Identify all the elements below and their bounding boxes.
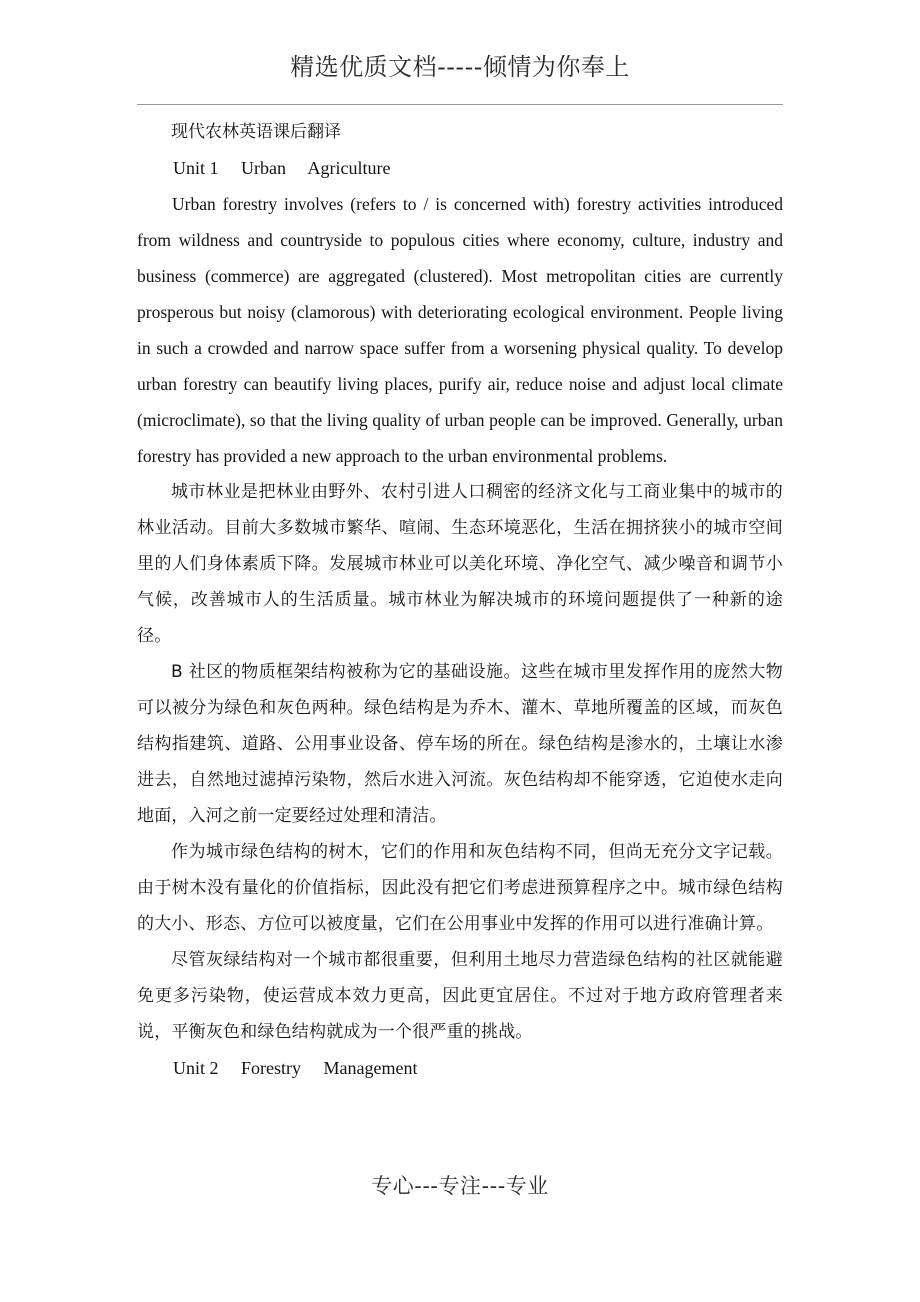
- paragraph-chinese-urban-forestry: 城市林业是把林业由野外、农村引进人口稠密的经济文化与工商业集中的城市的林业活动。目前大多数城市繁华、喧闹、生态环境恶化，生活在拥挤狭小的城市空间里的人们身体素质下降。发展城市林业可以美化环境、净化空气、减少噪音和调节小气候，改善城市人的生活质量。城市林业为解决城市的环境问题提供了一种新的途径。: [137, 482, 783, 646]
- document-body: [137, 114, 783, 1086]
- unit1-heading: Unit 1 Urban Agriculture: [173, 158, 391, 178]
- page-header: [137, 52, 783, 82]
- header-divider-rule: [137, 104, 783, 105]
- page-footer: [137, 1172, 783, 1200]
- footer-slogan-text: 专心---专注---专业: [371, 1174, 549, 1198]
- paragraph-chinese-green-trees: 作为城市绿色结构的树木，它们的作用和灰色结构不同，但尚无充分文字记载。由于树木没有量化的价值指标，因此没有把它们考虑进预算程序之中。城市绿色结构的大小、形态、方位可以被度量，它们在公用事业中发挥的作用可以进行准确计算。: [137, 842, 783, 934]
- paragraph-chinese-community-structure: B 社区的物质框架结构被称为它的基础设施。这些在城市里发挥作用的庞然大物可以被分为绿色和灰色两种。绿色结构是为乔木、灌木、草地所覆盖的区域，而灰色结构指建筑、道路、公用事业设备、停车场的所在。绿色结构是渗水的，土壤让水渗进去，自然地过滤掉污染物，然后水进入河流。灰色结构却不能穿透，它迫使水走向地面，入河之前一定要经过处理和清洁。: [137, 662, 783, 826]
- unit2-heading: Unit 2 Forestry Management: [173, 1058, 418, 1078]
- document-title: 现代农林英语课后翻译: [171, 122, 341, 142]
- header-promo-text: 精选优质文档-----倾情为你奉上: [290, 53, 630, 81]
- paragraph-chinese-grey-green-balance: 尽管灰绿结构对一个城市都很重要，但利用土地尽力营造绿色结构的社区就能避免更多污染物，使运营成本效力更高，因此更宜居住。不过对于地方政府管理者来说，平衡灰色和绿色结构就成为一个很严重的挑战。: [137, 950, 783, 1042]
- paragraph-english-unit1: Urban forestry involves (refers to / is concerned with) forestry activities introduced from wildness and countryside to populous cities where economy, culture, industry and business (commerce) are aggregated (clustered). Most metropolitan cities are currently prosperous but noisy (clamorous) with deteriorating ecological environment. People living in such a crowded and narrow space suffer from a worsening physical quality. To develop urban forestry can beautify living places, purify air, reduce noise and adjust local climate (microclimate), so that the living quality of urban people can be improved. Generally, urban forestry has provided a new approach to the urban environmental problems.: [137, 194, 783, 466]
